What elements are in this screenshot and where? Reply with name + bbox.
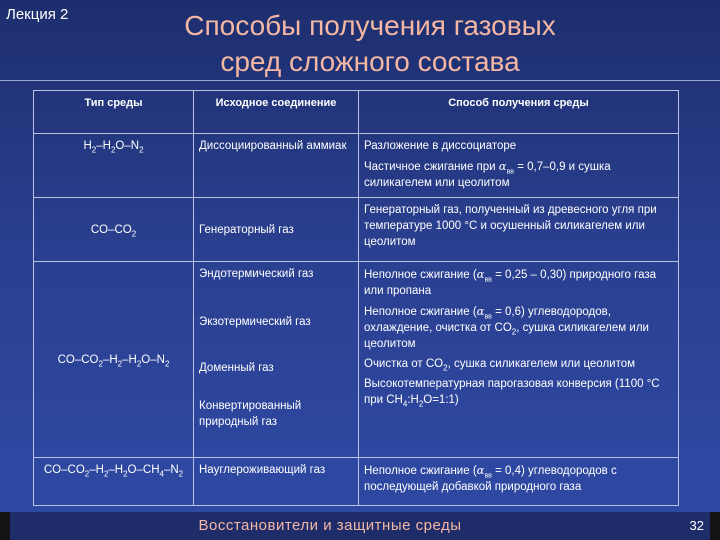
method-text: Высокотемпературная парогазовая конверсия (1100 °С при $CH_4:H_2O=1:1$) (364, 378, 660, 409)
table-header-row (34, 91, 679, 134)
table-row (34, 134, 679, 198)
source-text: Доменный газ (199, 362, 274, 374)
table-row (34, 198, 679, 262)
source-cell (194, 262, 359, 458)
column-header: Исходное соединение (194, 91, 359, 134)
title-line-2: сред сложного состава (220, 46, 520, 77)
footer-bar (0, 512, 720, 540)
title-line-1: Способы получения газовых (184, 10, 556, 41)
slide-title (120, 8, 620, 80)
source-text: Эндотермический газ (199, 268, 314, 280)
method-text: Неполное сжигание $(\alpha_{вв} = 0,4)$ углеводородов с последующей добавкой природного газа (364, 463, 617, 493)
method-text: Частичное сжигание при $\alpha_{вв} = 0,7-0,9$ и сушка силикагелем или цеолитом (364, 159, 611, 189)
source-cell: Науглероживающий газ (194, 458, 359, 506)
method-text: Генераторный газ, полученный из древесного угля при температуре 1000 °С и осушенный силикагелем или цеолитом (364, 204, 657, 248)
source-cell: Диссоциированный аммиак (194, 134, 359, 198)
title-divider (0, 80, 720, 81)
column-header: Способ получения среды (359, 91, 679, 134)
table-row (34, 262, 679, 458)
source-cell: Генераторный газ (194, 198, 359, 262)
method-cell (359, 458, 679, 506)
method-text: Неполное сжигание $(\alpha_{вв} = 0,25 - 0,30)$ природного газа или пропана (364, 267, 657, 297)
method-cell (359, 262, 679, 458)
column-header: Тип среды (34, 91, 194, 134)
methods-table (33, 90, 679, 506)
method-text: Неполное сжигание $(\alpha_{вв} = 0,6)$ углеводородов, охлаждение, очистка от $CO_2$, сушка силикагелем или цеолитом (364, 304, 649, 350)
method-text: Очистка от $CO_2$, сушка силикагелем или цеолитом (364, 358, 636, 373)
table-row (34, 458, 679, 506)
source-text: Конвертированный природный газ (199, 400, 302, 428)
page-number: 32 (689, 518, 704, 533)
method-cell (359, 198, 679, 262)
medium-cell: $CO-CO_2-H_2-H_2O-CH_4-N_2$ (34, 458, 194, 506)
method-text: Разложение в диссоциаторе (364, 140, 517, 152)
footer-title: Восстановители и защитные среды (198, 517, 462, 534)
medium-cell: $CO-CO_2$ (34, 198, 194, 262)
lecture-label: Лекция 2 (6, 6, 69, 23)
method-cell (359, 134, 679, 198)
source-text: Экзотермический газ (199, 316, 311, 328)
medium-cell: $H_2-H_2O-N_2$ (34, 134, 194, 198)
medium-cell: $CO-CO_2-H_2-H_2O-N_2$ (34, 262, 194, 458)
